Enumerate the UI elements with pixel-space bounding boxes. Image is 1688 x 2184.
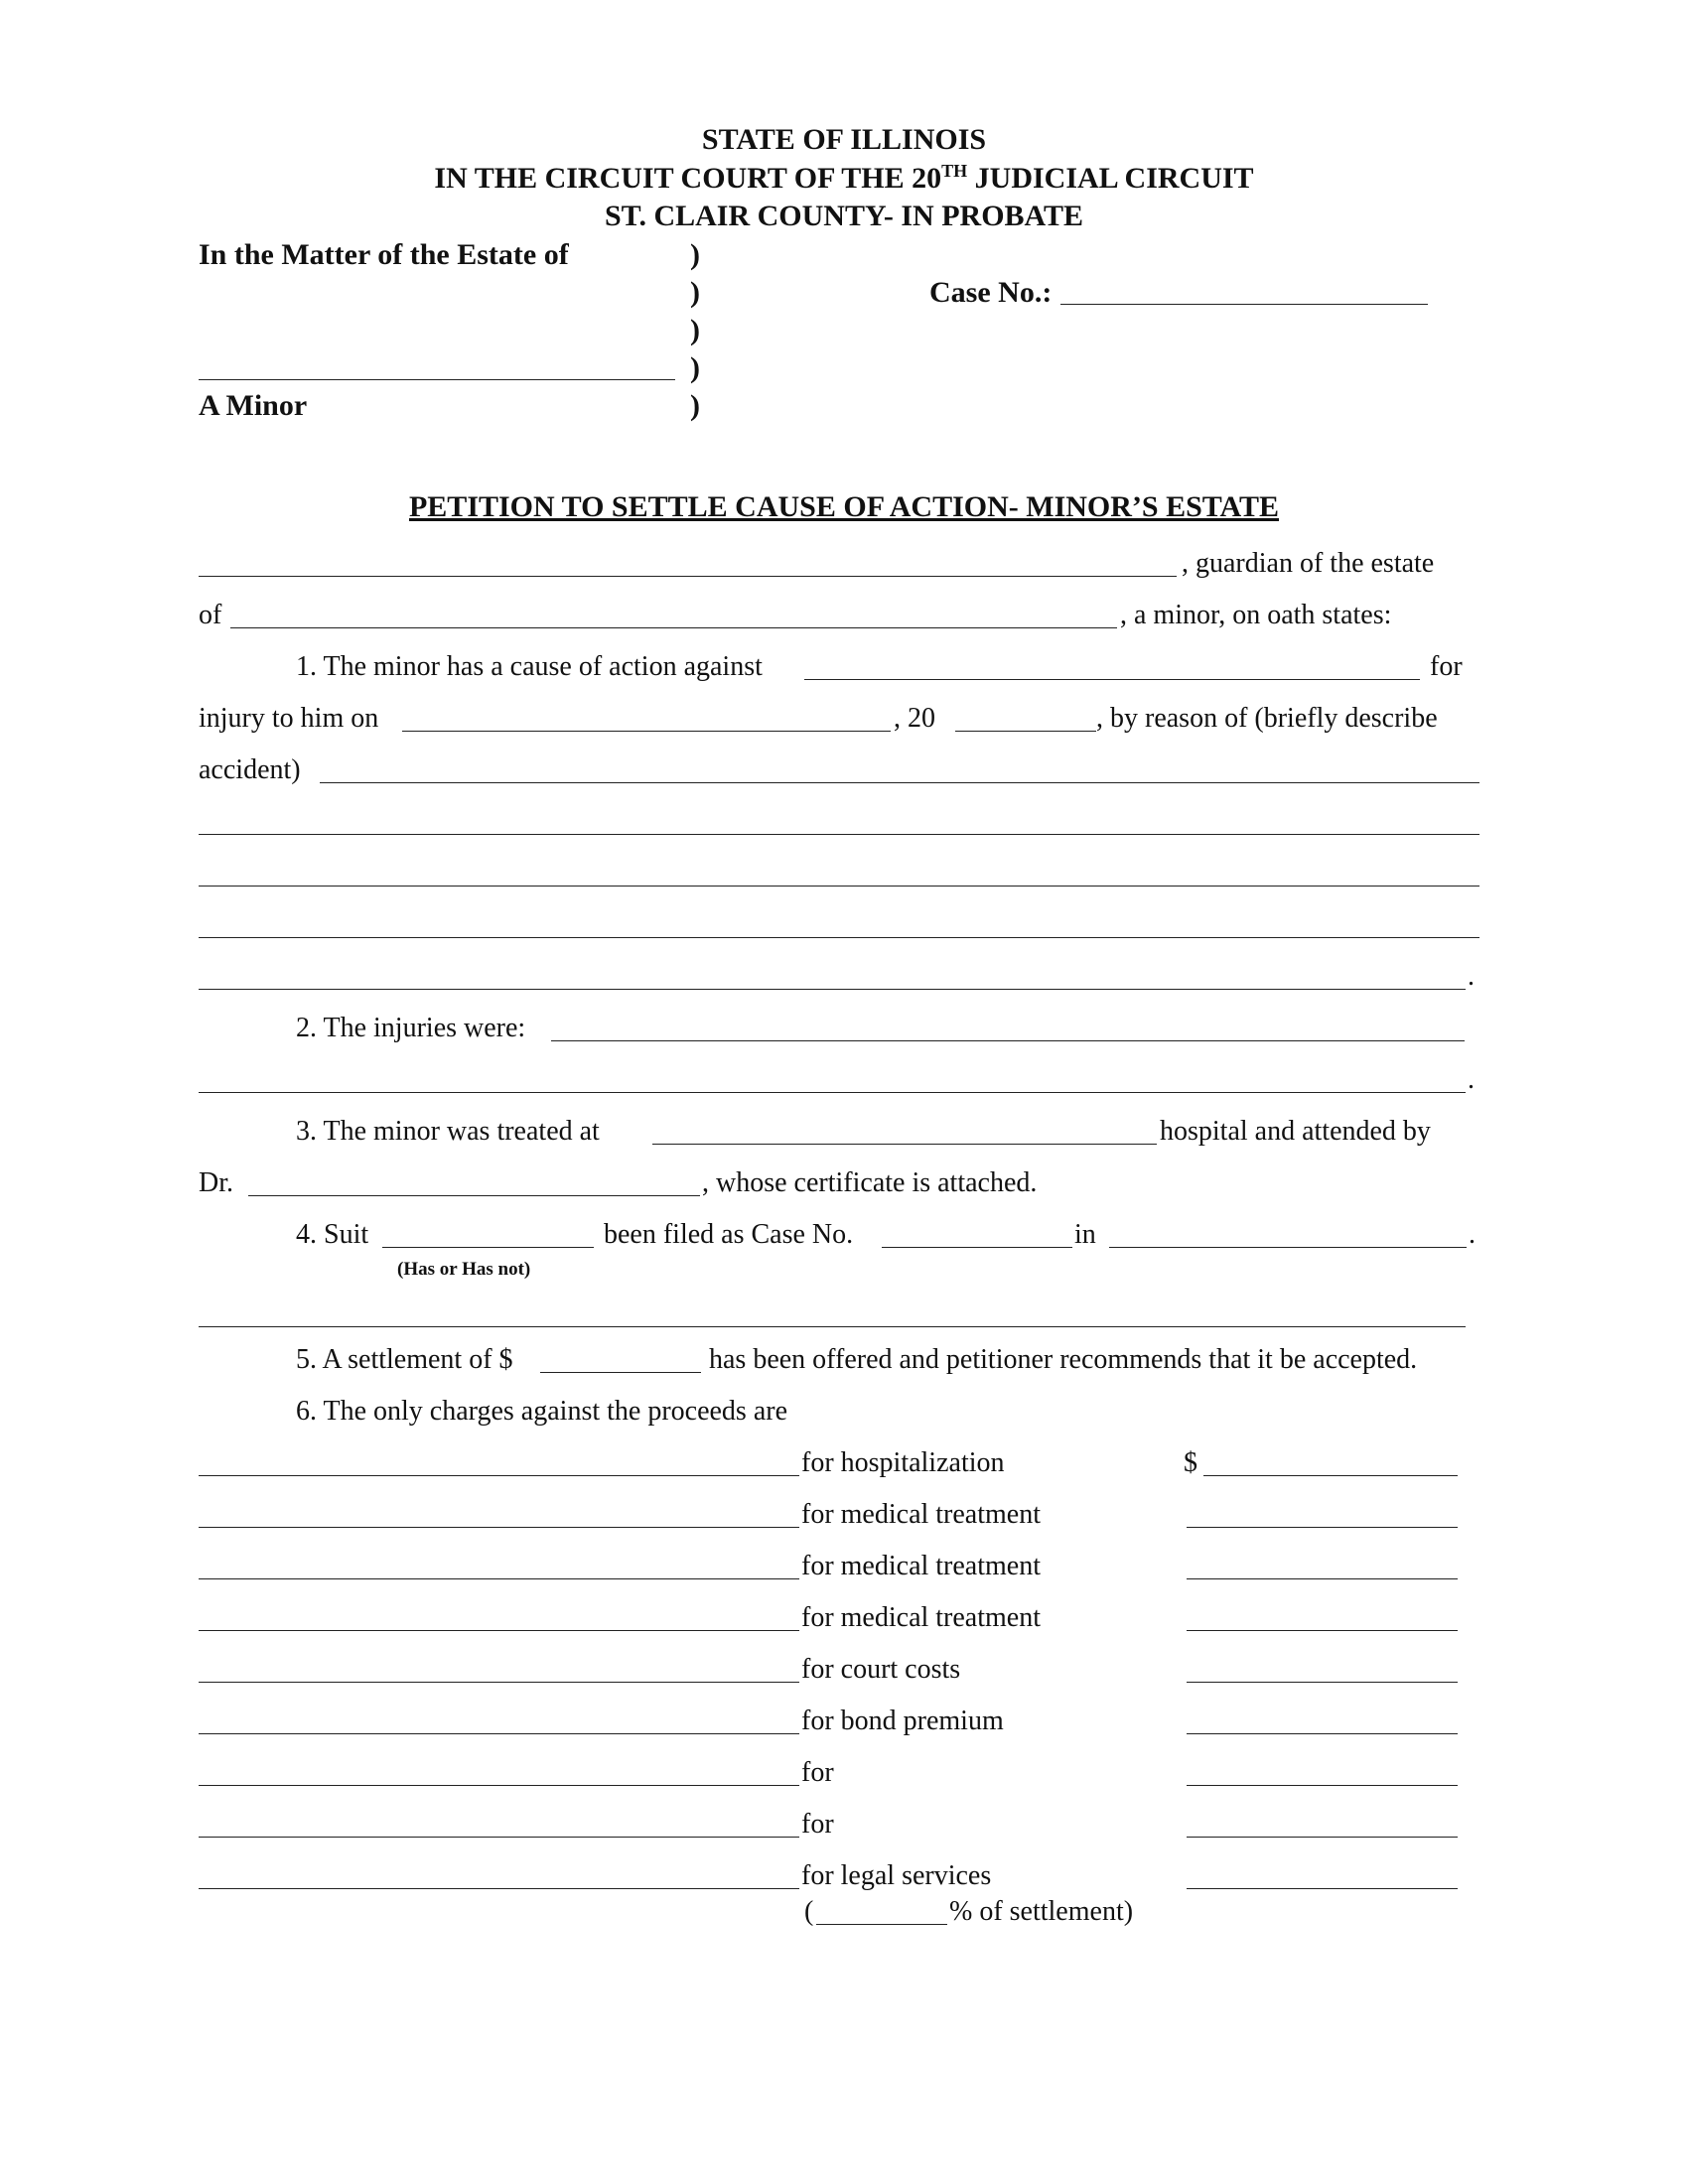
item6-text: 6. The only charges against the proceeds are <box>296 1396 788 1427</box>
charge-payee-field[interactable] <box>199 1837 799 1838</box>
accident-label: accident) <box>199 754 301 785</box>
paren-2: ) <box>690 276 700 309</box>
case-no-label: Case No.: <box>929 276 1053 309</box>
suit-period: . <box>1469 1219 1476 1250</box>
suit-court-field[interactable] <box>1109 1247 1467 1248</box>
legal-pct-field[interactable] <box>816 1924 947 1925</box>
item1-text: 1. The minor has a cause of action against <box>296 651 763 682</box>
charge-amount-field[interactable] <box>1203 1475 1458 1476</box>
charge-amount-field[interactable] <box>1187 1837 1458 1838</box>
charge-label: for medical treatment <box>801 1551 1041 1581</box>
injuries-line-1[interactable] <box>551 1040 1465 1041</box>
item2-text: 2. The injuries were: <box>296 1013 526 1043</box>
header-county: ST. CLAIR COUNTY- IN PROBATE <box>604 200 1084 232</box>
guardian-name-field[interactable] <box>199 576 1177 577</box>
item1-for: for <box>1430 651 1463 682</box>
hospital-text: hospital and attended by <box>1160 1116 1431 1147</box>
injuries-period: . <box>1468 1064 1475 1095</box>
charge-label: for court costs <box>801 1654 961 1685</box>
item3-text: 3. The minor was treated at <box>296 1116 600 1147</box>
minor-oath-text: , a minor, on oath states: <box>1120 600 1392 630</box>
charge-payee-field[interactable] <box>199 1527 799 1528</box>
charge-label: for bond premium <box>801 1706 1004 1736</box>
header-court <box>0 161 1688 196</box>
charge-label: for hospitalization <box>801 1447 1005 1478</box>
charge-label: for medical treatment <box>801 1499 1041 1530</box>
charge-payee-field[interactable] <box>199 1785 799 1786</box>
suit-case-no-field[interactable] <box>882 1247 1072 1248</box>
item4-suit: 4. Suit <box>296 1219 369 1250</box>
guardian-text: , guardian of the estate <box>1182 548 1435 579</box>
in-text: in <box>1074 1219 1096 1250</box>
minor-label: A Minor <box>199 389 308 422</box>
charge-amount-field[interactable] <box>1187 1527 1458 1528</box>
charge-payee-field[interactable] <box>199 1475 799 1476</box>
doctor-field[interactable] <box>248 1195 700 1196</box>
charge-amount-field[interactable] <box>1187 1733 1458 1734</box>
item5-text-a: 5. A settlement of $ <box>296 1344 513 1375</box>
paren-5: ) <box>690 389 700 422</box>
matter-label: In the Matter of the Estate of <box>199 238 569 271</box>
charge-amount-field[interactable] <box>1187 1682 1458 1683</box>
petition-title: PETITION TO SETTLE CAUSE OF ACTION- MINOR’S ESTATE <box>408 490 1280 523</box>
accident-period: . <box>1468 961 1475 992</box>
minor-name-field[interactable] <box>199 379 675 380</box>
certificate-text: , whose certificate is attached. <box>702 1167 1038 1198</box>
reason-text: , by reason of (briefly describe <box>1096 703 1438 734</box>
dr-label: Dr. <box>199 1167 233 1198</box>
year-field[interactable] <box>955 731 1096 732</box>
charge-payee-field[interactable] <box>199 1682 799 1683</box>
suit-status-field[interactable] <box>382 1247 594 1248</box>
charge-amount-field[interactable] <box>1187 1630 1458 1631</box>
charge-payee-field[interactable] <box>199 1733 799 1734</box>
suit-extra-line[interactable] <box>199 1326 1466 1327</box>
injury-date-field[interactable] <box>402 731 891 732</box>
accident-line-3[interactable] <box>199 886 1479 887</box>
case-no-field[interactable] <box>1060 304 1428 305</box>
charge-label: for legal services <box>801 1860 992 1891</box>
injury-text: injury to him on <box>199 703 379 734</box>
charge-amount-field[interactable] <box>1187 1785 1458 1786</box>
settlement-amount-field[interactable] <box>540 1372 701 1373</box>
charge-label: for <box>801 1809 834 1840</box>
accident-line-2[interactable] <box>199 834 1479 835</box>
filed-text: been filed as Case No. <box>604 1219 854 1250</box>
accident-line-4[interactable] <box>199 937 1479 938</box>
pct-open: ( <box>804 1896 814 1927</box>
charge-payee-field[interactable] <box>199 1630 799 1631</box>
charge-payee-field[interactable] <box>199 1888 799 1889</box>
item5-text-b: has been offered and petitioner recommends that it be accepted. <box>709 1344 1418 1375</box>
paren-3: ) <box>690 314 700 346</box>
charge-label: for medical treatment <box>801 1602 1041 1633</box>
paren-1: ) <box>690 238 700 271</box>
of-label: of <box>199 600 222 630</box>
header-court-b: JUDICIAL CIRCUIT <box>967 162 1254 195</box>
header-state: STATE OF ILLINOIS <box>701 123 987 156</box>
charge-amount-field[interactable] <box>1187 1578 1458 1579</box>
defendant-field[interactable] <box>804 679 1420 680</box>
pct-close: % of settlement) <box>949 1896 1134 1927</box>
paren-4: ) <box>690 351 700 384</box>
minor-name-field-2[interactable] <box>230 627 1117 628</box>
hospital-field[interactable] <box>652 1144 1157 1145</box>
injuries-line-2[interactable] <box>199 1092 1466 1093</box>
dollar-sign: $ <box>1184 1447 1197 1478</box>
year-text: , 20 <box>894 703 935 734</box>
accident-line-1[interactable] <box>320 782 1479 783</box>
charge-payee-field[interactable] <box>199 1578 799 1579</box>
accident-line-5[interactable] <box>199 989 1466 990</box>
charge-amount-field[interactable] <box>1187 1888 1458 1889</box>
header-court-a: IN THE CIRCUIT COURT OF THE 20 <box>434 162 942 195</box>
header-court-sup: TH <box>941 161 968 181</box>
suit-status-note: (Has or Has not) <box>397 1259 531 1280</box>
charge-label: for <box>801 1757 834 1788</box>
